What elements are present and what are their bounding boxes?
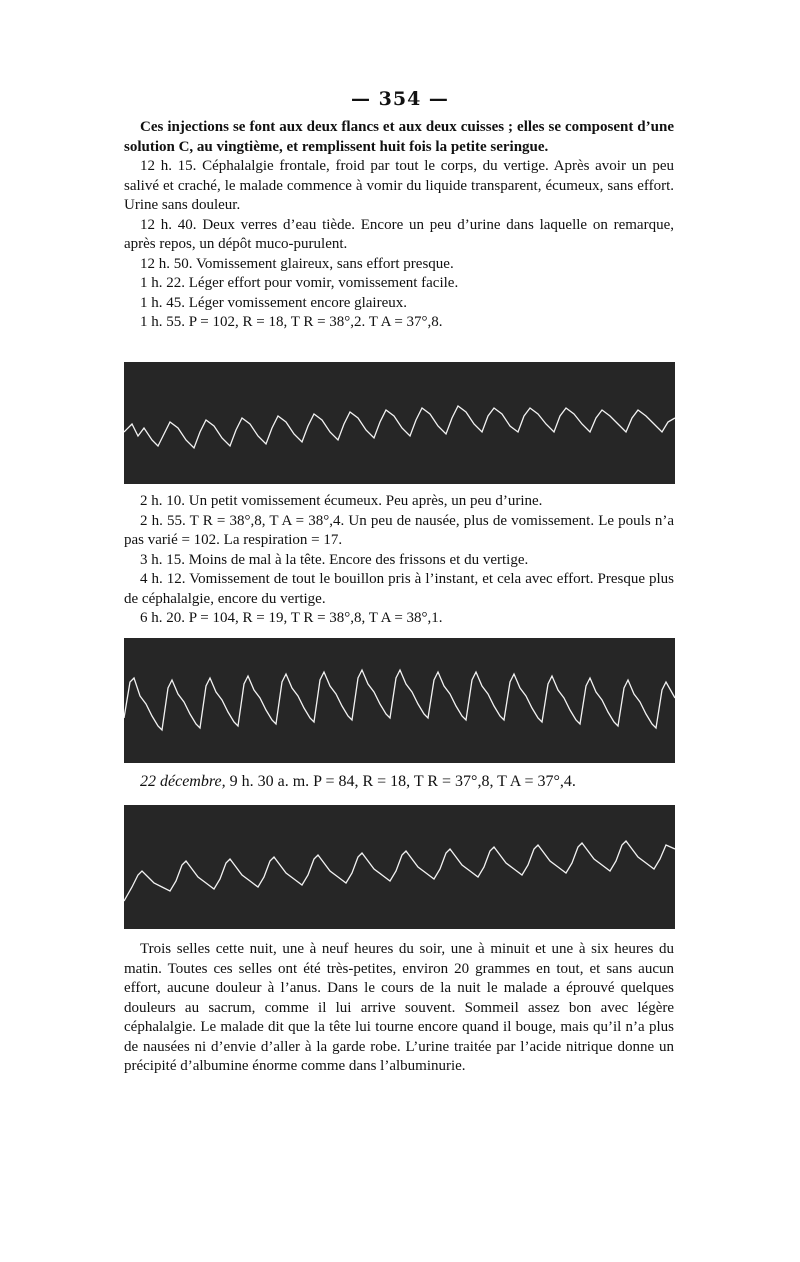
pulse-tracing-1 bbox=[124, 362, 675, 484]
entry-12h40: 12 h. 40. Deux verres d’eau tiède. Encore un peu d’urine dans laquelle on remarque, après repos, un dépôt muco-purulent. bbox=[124, 216, 674, 252]
entry-2h10: 2 h. 10. Un petit vomissement écumeux. Peu après, un peu d’urine. bbox=[140, 493, 543, 509]
text-block-4 bbox=[124, 940, 674, 1077]
page-number: — 354 — bbox=[351, 88, 449, 110]
entry-22-decembre-values: 9 h. 30 a. m. P = 84, R = 18, T R = 37°,8, T A = 37°,4. bbox=[225, 773, 576, 790]
date-22-decembre: 22 décembre, bbox=[140, 773, 226, 790]
pulse-tracing-2-line bbox=[124, 670, 675, 730]
entry-12h50: 12 h. 50. Vomissement glaireux, sans effort presque. bbox=[140, 255, 454, 272]
pulse-tracing-1-svg bbox=[124, 362, 675, 484]
pulse-tracing-3-svg bbox=[124, 805, 675, 929]
text-block-1 bbox=[124, 118, 674, 333]
entry-1h45: 1 h. 45. Léger vomissement encore glaireux. bbox=[140, 294, 407, 311]
entry-1h55: 1 h. 55. P = 102, R = 18, T R = 38°,2. T A = 37°,8. bbox=[140, 314, 443, 330]
paragraph-injections: Ces injections se font aux deux flancs et aux deux cuisses ; elles se composent d’une solution C, au vingtième, et remplissent huit fois la petite seringue. bbox=[124, 119, 674, 155]
pulse-tracing-2-svg bbox=[124, 638, 675, 763]
entry-6h20: 6 h. 20. P = 104, R = 19, T R = 38°,8, T A = 38°,1. bbox=[140, 610, 443, 626]
pulse-tracing-1-line bbox=[124, 406, 675, 448]
entry-22-decembre bbox=[124, 772, 674, 792]
entry-3h15: 3 h. 15. Moins de mal à la tête. Encore des frissons et du vertige. bbox=[140, 551, 529, 568]
paragraph-trois-selles: Trois selles cette nuit, une à neuf heures du soir, une à minuit et une à six heures du matin. Toutes ces selles ont été très-petites, environ 20 grammes en tout, et sans aucun effort, aucune douleur à l’anus. Dans le cours de la nuit le malade a éprouvé quelques douleurs au sacrum, comme il lui arrive souvent. Sommeil assez bon avec légère céphalalgie. Le malade dit que la tête lui tourne encore quand il bouge, mais qu’il n’a plus de nausées ni d’envie d’aller à la garde robe. L’urine traitée par l’acide nitrique donne un précipité d’albumine énorme comme dans l’albuminurie. bbox=[124, 941, 674, 1074]
entry-1h22: 1 h. 22. Léger effort pour vomir, vomissement facile. bbox=[140, 275, 459, 291]
entry-2h55: 2 h. 55. T R = 38°,8, T A = 38°,4. Un peu de nausée, plus de vomissement. Le pouls n’a pas varié = 102. La respiration = 17. bbox=[124, 512, 674, 548]
pulse-tracing-3-line bbox=[124, 841, 675, 901]
entry-12h15: 12 h. 15. Céphalalgie frontale, froid par tout le corps, du vertige. Après avoir un peu salivé et craché, le malade commence à vomir du liquide transparent, écumeux, sans effort. Urine sans douleur. bbox=[124, 158, 674, 213]
pulse-tracing-2 bbox=[124, 638, 675, 763]
pulse-tracing-3 bbox=[124, 805, 675, 929]
text-block-3 bbox=[124, 772, 674, 792]
text-block-2 bbox=[124, 492, 674, 629]
entry-4h12: 4 h. 12. Vomissement de tout le bouillon pris à l’instant, et cela avec effort. Presque plus de céphalalgie, encore du vertige. bbox=[124, 571, 674, 607]
